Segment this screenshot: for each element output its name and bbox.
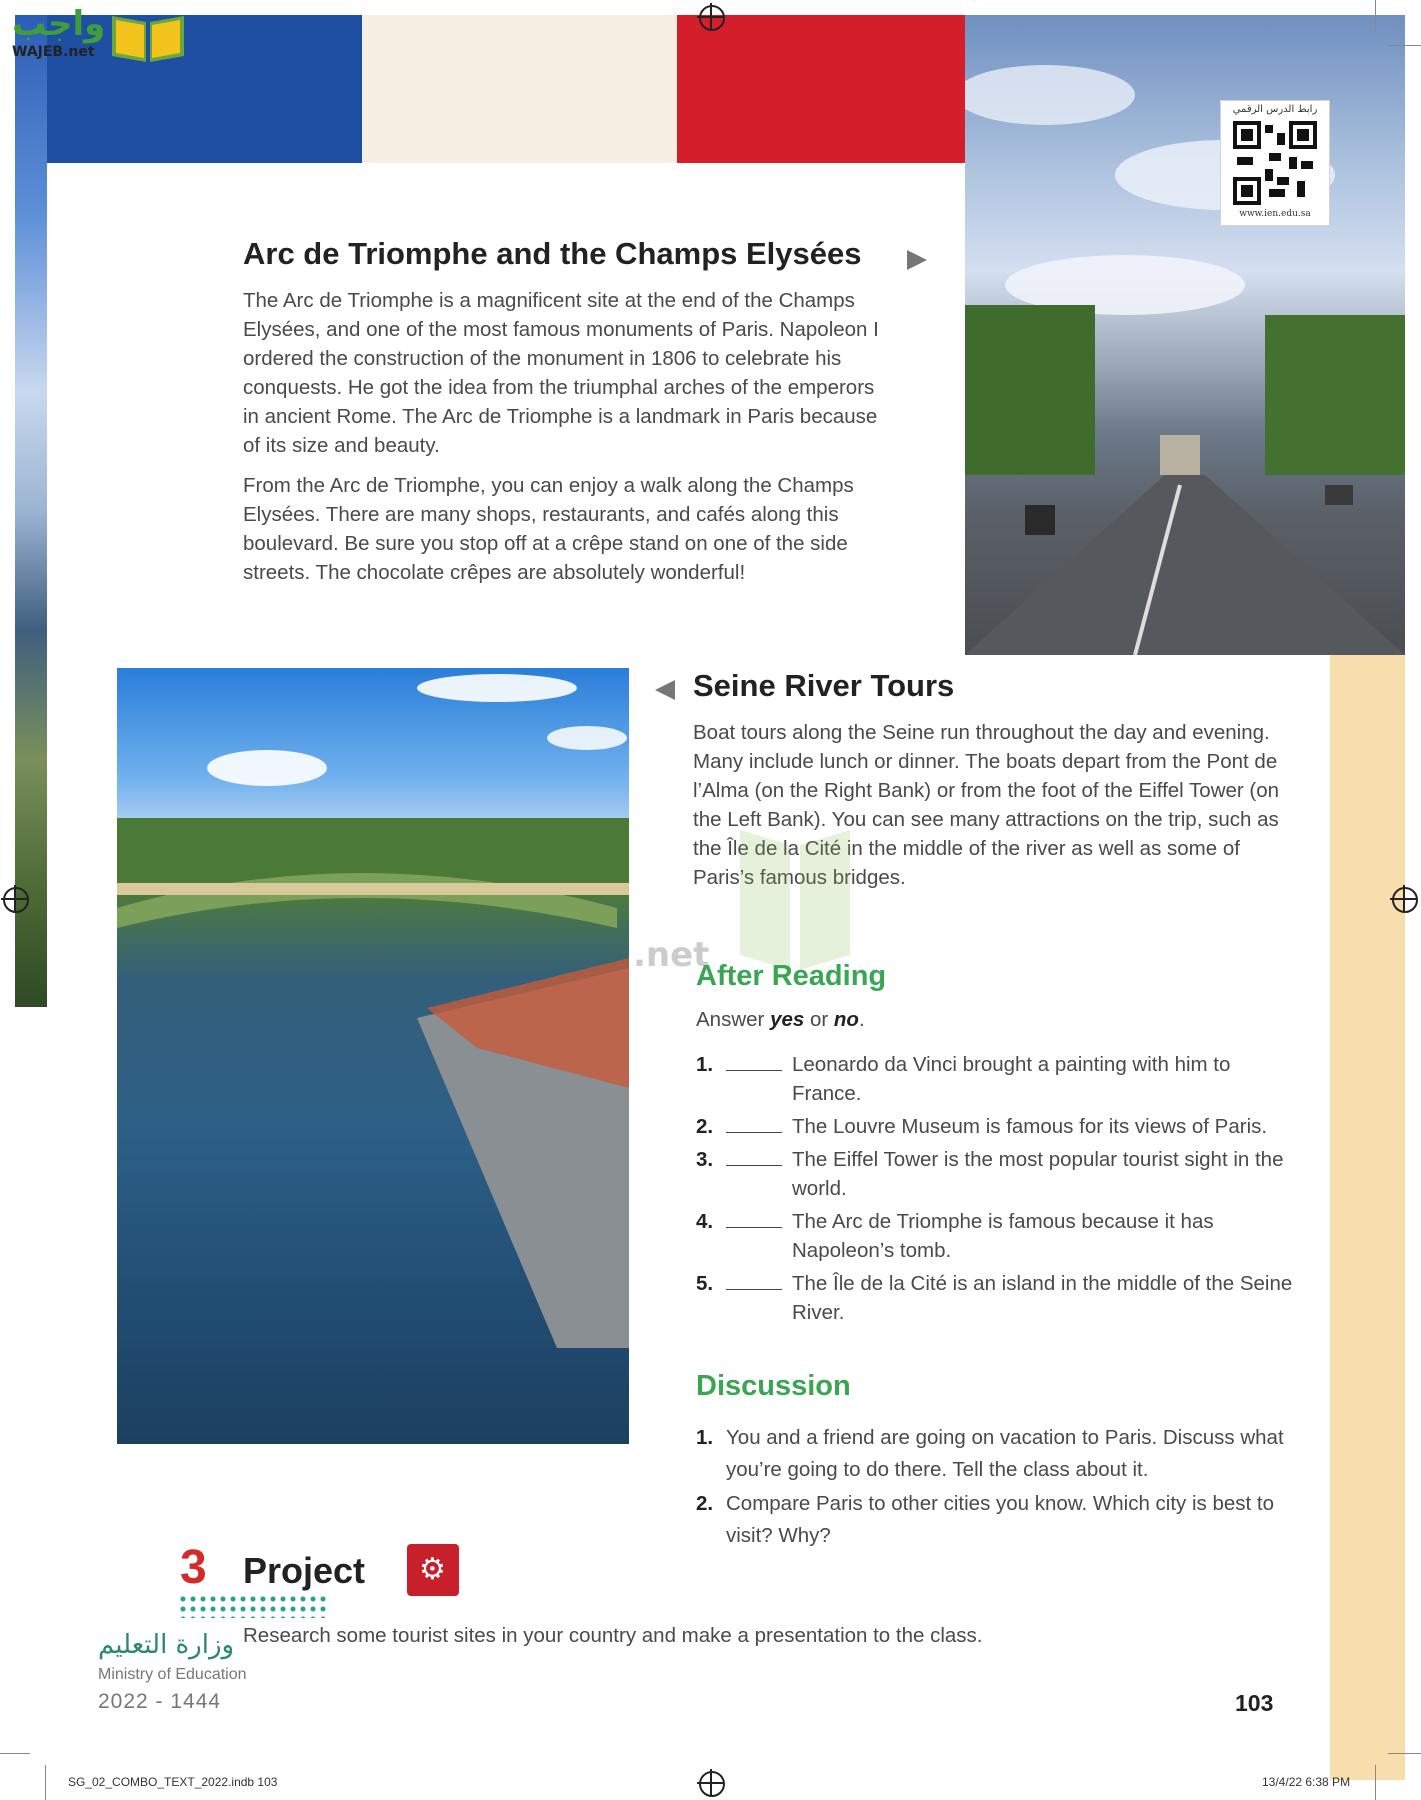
wajeb-logo-sub: WAJEB.net bbox=[12, 44, 95, 60]
yes-word: yes bbox=[770, 1008, 805, 1031]
wajeb-logo: واجب bbox=[12, 4, 106, 44]
trim-line bbox=[1375, 1765, 1376, 1800]
instruction-text: Answer bbox=[696, 1008, 771, 1031]
trim-line bbox=[1375, 0, 1376, 30]
seine-heading: Seine River Tours bbox=[693, 668, 955, 703]
question-item bbox=[696, 1050, 1296, 1108]
arc-paragraph-1: The Arc de Triomphe is a magnificent site at the end of the Champs Elysées, and one of the most famous monuments of Paris. Napoleon I ordered the construction of the monument in 1806 to celebrate his conquests. He got the idea from the triumphal arches of the emperors in ancient Rome. The Arc de Triomphe is a landmark in Paris because of its size and beauty. bbox=[243, 289, 879, 457]
discussion-heading: Discussion bbox=[696, 1370, 851, 1402]
seine-paragraph: Boat tours along the Seine run throughout the day and evening. Many include lunch or dinner. The boats depart from the Pont de l’Alma (on the Right Bank) or from the foot of the Eiffel Tower (on the Left Bank). You can see many attractions on the trip, such as the Île de la Cité in the middle of the river as well as some of Paris’s famous bridges. bbox=[693, 721, 1280, 889]
trim-line bbox=[1388, 45, 1421, 46]
flag-white-band bbox=[362, 15, 677, 163]
discussion-item bbox=[696, 1422, 1296, 1486]
no-word: no bbox=[833, 1008, 859, 1031]
answer-blank[interactable] bbox=[726, 1132, 782, 1133]
question-text: The Arc de Triomphe is famous because it has Napoleon’s tomb. bbox=[792, 1210, 1214, 1262]
answer-blank[interactable] bbox=[726, 1289, 782, 1290]
footer-file-info: SG_02_COMBO_TEXT_2022.indb 103 bbox=[68, 1775, 278, 1789]
question-text: Leonardo da Vinci brought a painting with him to France. bbox=[792, 1053, 1231, 1105]
discussion-number: 2. bbox=[696, 1492, 714, 1515]
watermark-text: .net bbox=[633, 935, 710, 975]
triangle-left-icon bbox=[655, 680, 675, 700]
answer-instruction bbox=[696, 1008, 865, 1032]
project-number: 3 bbox=[180, 1541, 207, 1594]
question-text: The Île de la Cité is an island in the middle of the Seine River. bbox=[792, 1272, 1293, 1324]
question-number: 2. bbox=[696, 1115, 714, 1138]
registration-mark-icon bbox=[3, 887, 29, 913]
registration-mark-icon bbox=[699, 1771, 725, 1797]
qr-code-icon[interactable] bbox=[1233, 121, 1317, 205]
arc-paragraph-2: From the Arc de Triomphe, you can enjoy a walk along the Champs Elysées. There are many shops, restaurants, and cafés along this boulevard. Be sure you stop off at a crêpe stand on one of the side streets. The chocolate crêpes are absolutely wonderful! bbox=[243, 474, 854, 584]
question-item bbox=[696, 1112, 1296, 1141]
footer-date: 13/4/22 6:38 PM bbox=[1262, 1775, 1351, 1789]
cream-side-band bbox=[1330, 655, 1405, 1780]
trim-line bbox=[0, 1753, 30, 1754]
question-number: 3. bbox=[696, 1148, 714, 1171]
discussion-list bbox=[696, 1422, 1296, 1554]
question-number: 4. bbox=[696, 1210, 714, 1233]
qr-title: رابط الدرس الرقمي bbox=[1232, 104, 1318, 115]
seine-river-photo bbox=[117, 668, 629, 1444]
qr-code-card[interactable] bbox=[1220, 100, 1330, 226]
ministry-dots-logo bbox=[178, 1594, 328, 1618]
project-text: Research some tourist sites in your country and make a presentation to the class. bbox=[243, 1624, 983, 1647]
discussion-text: You and a friend are going on vacation to Paris. Discuss what you’re going to do there. Tell the class about it. bbox=[726, 1426, 1284, 1481]
question-number: 1. bbox=[696, 1053, 714, 1076]
instruction-period: . bbox=[858, 1008, 865, 1031]
question-item bbox=[696, 1145, 1296, 1203]
question-text: The Eiffel Tower is the most popular tourist sight in the world. bbox=[792, 1148, 1284, 1200]
triangle-right-icon bbox=[907, 250, 927, 270]
question-item bbox=[696, 1207, 1296, 1265]
champs-elysees-photo bbox=[965, 15, 1405, 655]
discussion-number: 1. bbox=[696, 1426, 714, 1449]
ministry-year: 2022 - 1444 bbox=[98, 1690, 222, 1713]
after-reading-heading: After Reading bbox=[696, 960, 887, 992]
answer-blank[interactable] bbox=[726, 1227, 782, 1228]
discussion-text: Compare Paris to other cities you know. Which city is best to visit? Why? bbox=[726, 1492, 1275, 1547]
eiffel-photo-strip bbox=[15, 15, 47, 1007]
answer-blank[interactable] bbox=[726, 1070, 782, 1071]
registration-mark-icon bbox=[699, 5, 725, 31]
flag-red-band bbox=[677, 15, 965, 163]
book-icon bbox=[108, 8, 188, 64]
ministry-english: Ministry of Education bbox=[98, 1666, 247, 1683]
question-item bbox=[696, 1269, 1296, 1327]
question-number: 5. bbox=[696, 1272, 714, 1295]
arc-heading: Arc de Triomphe and the Champs Elysées bbox=[243, 236, 862, 271]
answer-blank[interactable] bbox=[726, 1165, 782, 1166]
after-reading-questions bbox=[696, 1050, 1296, 1331]
ministry-arabic: وزارة التعليم bbox=[98, 1630, 235, 1660]
qr-url: www.ien.edu.sa bbox=[1239, 209, 1311, 219]
gear-icon: ⚙ bbox=[407, 1544, 459, 1596]
discussion-item bbox=[696, 1488, 1296, 1552]
trim-line bbox=[1388, 1753, 1421, 1754]
trim-line bbox=[45, 1765, 46, 1800]
or-word: or bbox=[804, 1008, 834, 1031]
registration-mark-icon bbox=[1392, 887, 1418, 913]
project-title: Project bbox=[243, 1550, 366, 1591]
question-text: The Louvre Museum is famous for its views of Paris. bbox=[792, 1115, 1268, 1138]
page-number: 103 bbox=[1235, 1690, 1274, 1716]
